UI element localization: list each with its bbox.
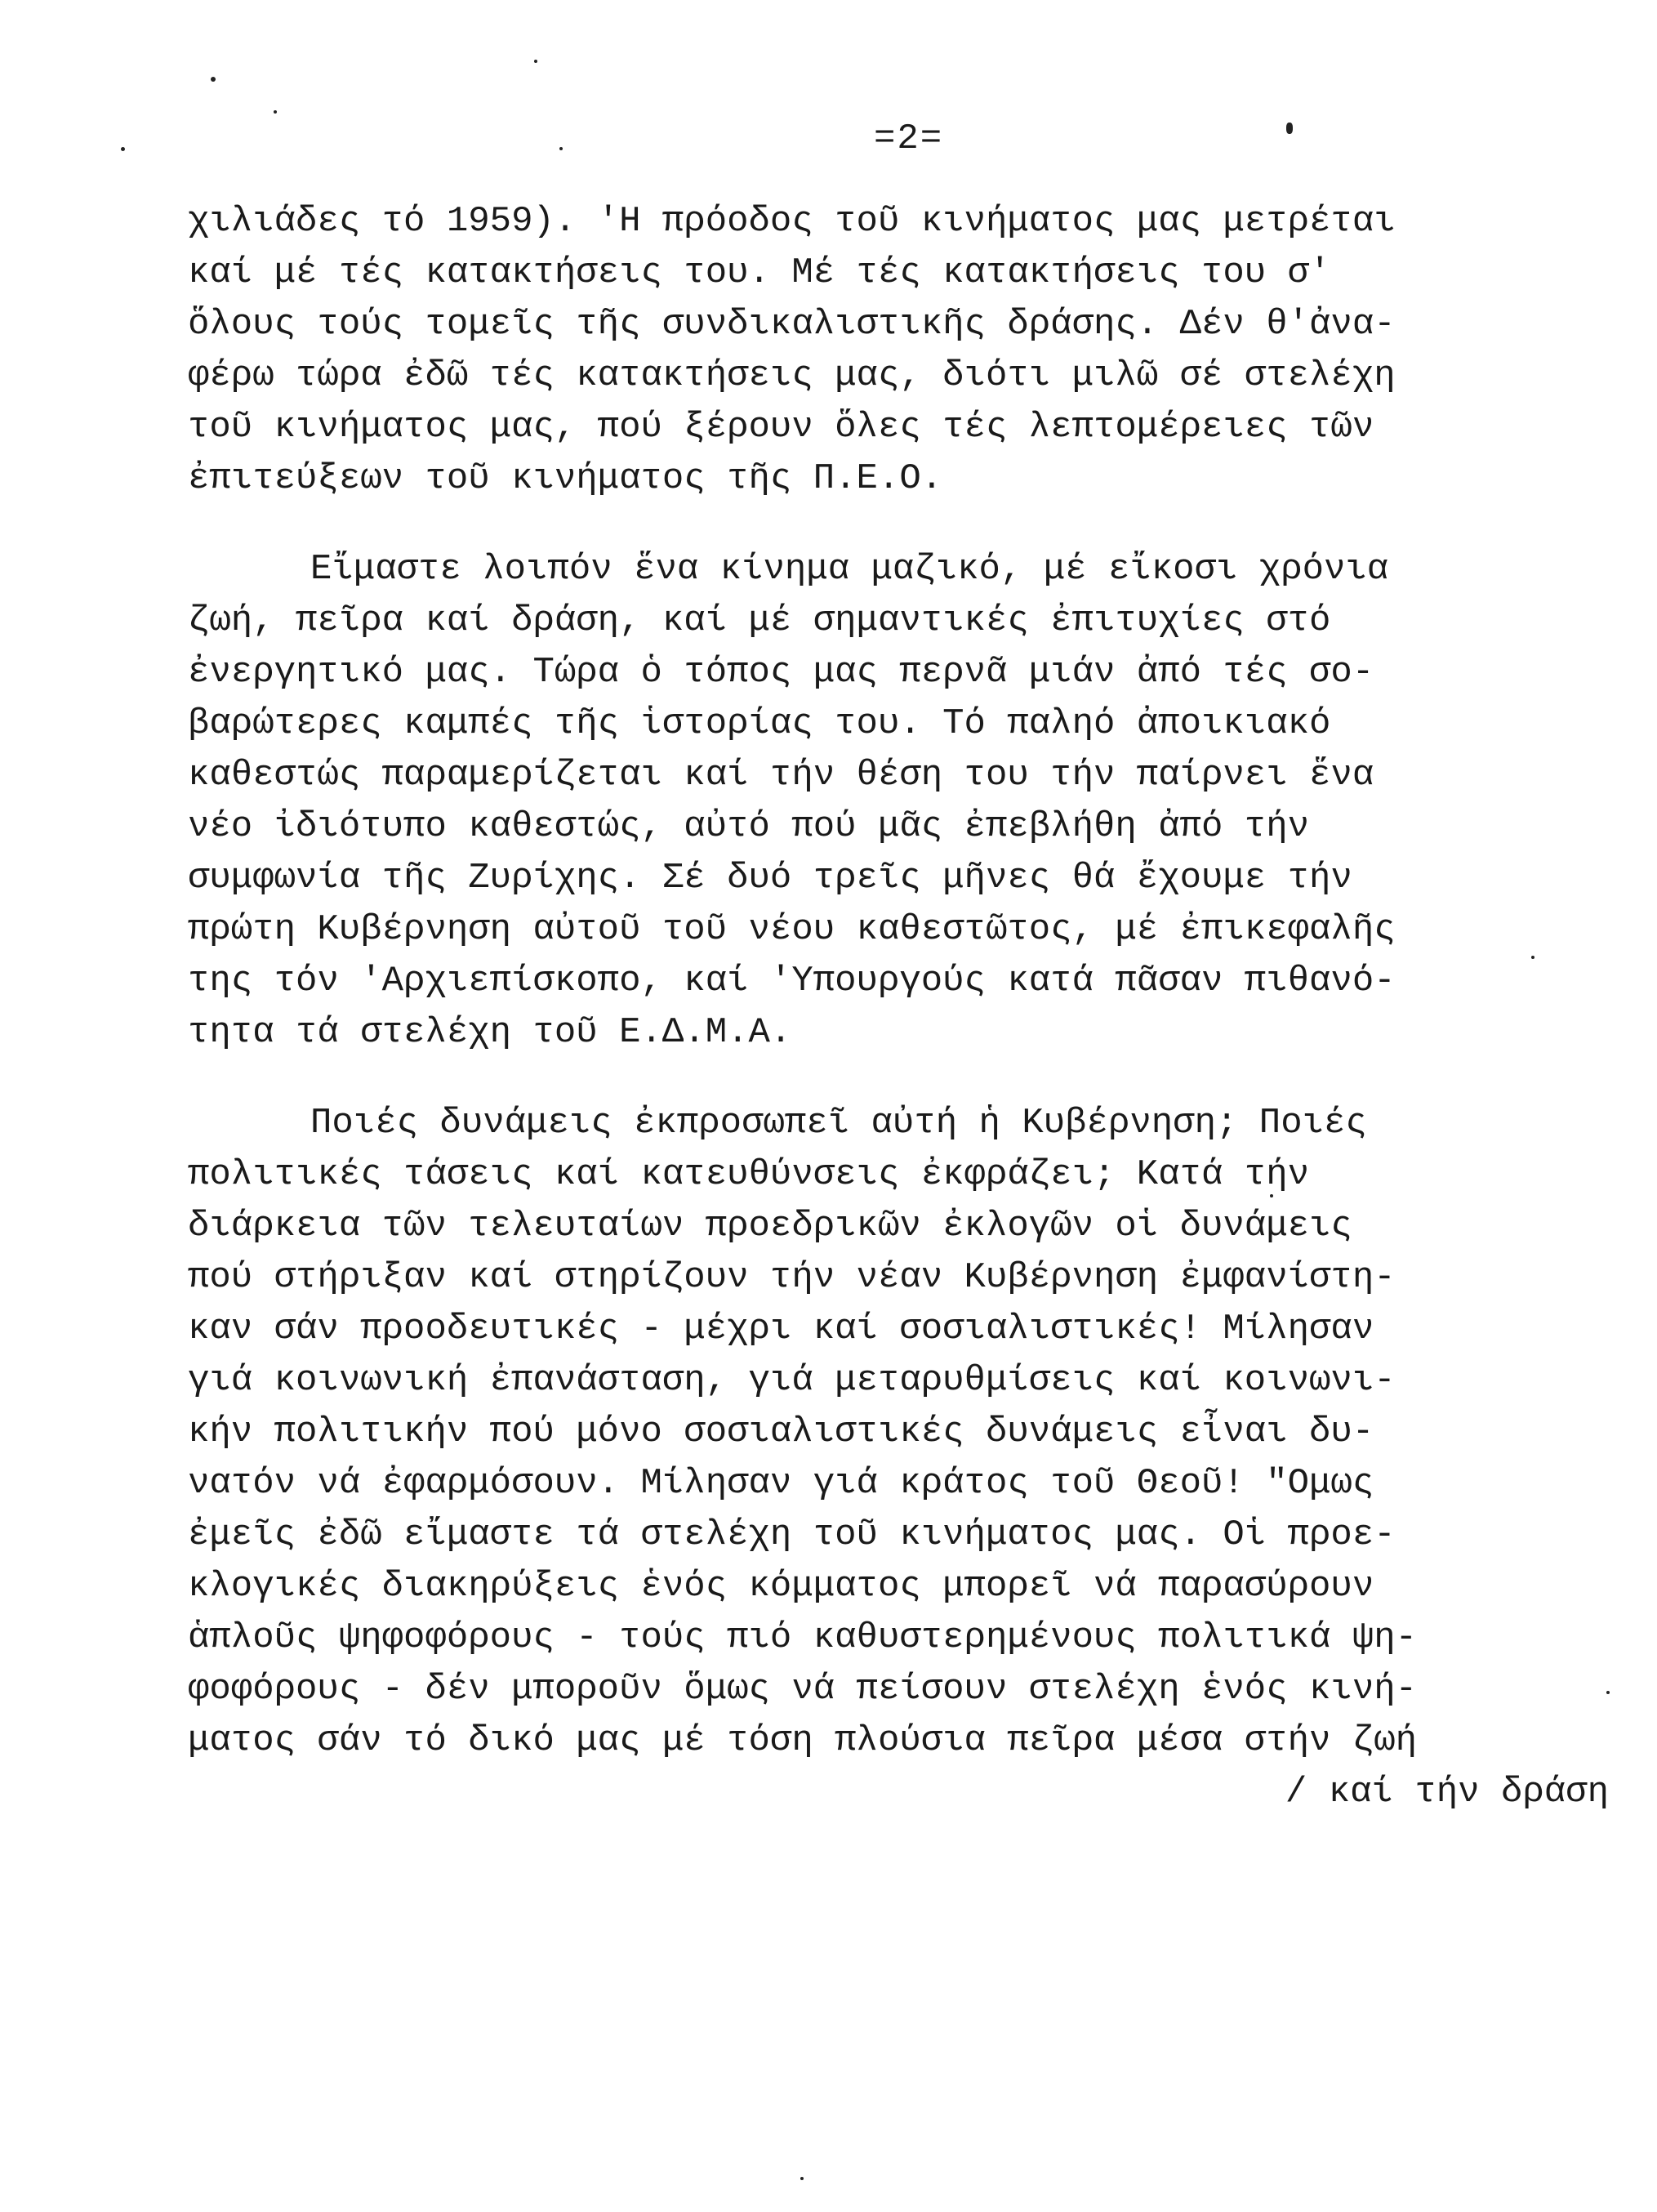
continuation-marker: / καί τήν δράση xyxy=(1285,1772,1609,1813)
text-line: διάρκεια τῶν τελευταίων προεδρικῶν ἐκλογῶν οἱ δυνάμεις xyxy=(188,1206,1352,1246)
text-line: τητα τά στελέχη τοῦ Ε.Δ.Μ.Α. xyxy=(188,1012,792,1053)
paragraph-gap xyxy=(188,1059,1625,1098)
scan-speck xyxy=(559,147,563,150)
scan-speck xyxy=(534,60,537,63)
text-line: ἁπλοῦς ψηφοφόρους - τούς πιό καθυστερημένους πολιτικά ψη- xyxy=(188,1617,1418,1658)
text-line: Εἴμαστε λοιπόν ἕνα κίνημα μαζικό, μέ εἴκοσι χρόνια xyxy=(310,549,1389,590)
scan-speck xyxy=(121,147,125,151)
text-line: πολιτικές τάσεις καί κατευθύνσεις ἐκφράζει; Κατά τήν xyxy=(188,1154,1310,1195)
text-line: γιά κοινωνική ἐπανάσταση, γιά μεταρυθμίσεις καί κοινωνι- xyxy=(188,1360,1396,1401)
body-text xyxy=(188,196,1625,1818)
text-line: καν σάν προοδευτικές - μέχρι καί σοσιαλιστικές! Μίλησαν xyxy=(188,1309,1374,1349)
text-line: τοῦ κινήματος μας, πού ξέρουν ὅλες τές λεπτομέρειες τῶν xyxy=(188,407,1374,448)
text-line: ματος σάν τό δικό μας μέ τόση πλούσια πεῖρα μέσα στήν ζωή xyxy=(188,1720,1418,1761)
paragraph-gap xyxy=(188,505,1625,544)
text-line: πρώτη Κυβέρνηση αὐτοῦ τοῦ νέου καθεστῶτος, μέ ἐπικεφαλῆς xyxy=(188,909,1396,950)
text-line: Ποιές δυνάμεις ἐκπροσωπεῖ αὐτή ἡ Κυβέρνηση; Ποιές xyxy=(310,1103,1367,1144)
text-line: της τόν 'Αρχιεπίσκοπο, καί 'Υπουργούς κατά πᾶσαν πιθανό- xyxy=(188,961,1396,1001)
text-line: ζωή, πεῖρα καί δράση, καί μέ σημαντικές ἐπιτυχίες στό xyxy=(188,600,1331,641)
scan-speck xyxy=(211,77,216,82)
text-line: ἐνεργητικό μας. Τώρα ὁ τόπος μας περνᾶ μιάν ἀπό τές σο- xyxy=(188,652,1374,693)
text-line: κλογικές διακηρύξεις ἑνός κόμματος μπορεῖ νά παρασύρουν xyxy=(188,1566,1374,1607)
text-line: ἐπιτεύξεων τοῦ κινήματος τῆς Π.Ε.Ο. xyxy=(188,458,943,499)
text-line: φοφόρους - δέν μποροῦν ὅμως νά πείσουν στελέχη ἑνός κινή- xyxy=(188,1669,1418,1710)
scan-speck xyxy=(800,2177,804,2180)
text-line: συμφωνία τῆς Ζυρίχης. Σέ δυό τρεῖς μῆνες θά ἔχουμε τήν xyxy=(188,858,1352,899)
scan-speck xyxy=(274,110,277,114)
text-line: φέρω τώρα ἐδῶ τές κατακτήσεις μας, διότι μιλῶ σέ στελέχη xyxy=(188,355,1396,396)
text-line: χιλιάδες τό 1959). 'Η πρόοδος τοῦ κινήματος μας μετρέται xyxy=(188,201,1396,242)
text-line: καθεστώς παραμερίζεται καί τήν θέση του τήν παίρνει ἕνα xyxy=(188,755,1374,796)
text-line: καί μέ τές κατακτήσεις του. Μέ τές κατακτήσεις του σ' xyxy=(188,252,1331,293)
text-line: νατόν νά ἐφαρμόσουν. Μίλησαν γιά κράτος τοῦ Θεοῦ! "Ομως xyxy=(188,1463,1374,1504)
text-line: ὅλους τούς τομεῖς τῆς συνδικαλιστικῆς δράσης. Δέν θ'ἀνα- xyxy=(188,304,1396,345)
page-number: =2= xyxy=(874,118,944,159)
scan-speck xyxy=(1286,123,1293,134)
text-line: πού στήριξαν καί στηρίζουν τήν νέαν Κυβέρνηση ἐμφανίστη- xyxy=(188,1257,1396,1298)
text-line: νέο ἰδιότυπο καθεστώς, αὐτό πού μᾶς ἐπεβλήθη ἀπό τήν xyxy=(188,806,1310,847)
text-line: βαρώτερες καμπές τῆς ἱστορίας του. Τό παληό ἀποικιακό xyxy=(188,703,1331,744)
text-line: ἐμεῖς ἐδῶ εἴμαστε τά στελέχη τοῦ κινήματος μας. Οἱ προε- xyxy=(188,1514,1396,1555)
text-line: κήν πολιτικήν πού μόνο σοσιαλιστικές δυνάμεις εἶναι δυ- xyxy=(188,1411,1374,1452)
